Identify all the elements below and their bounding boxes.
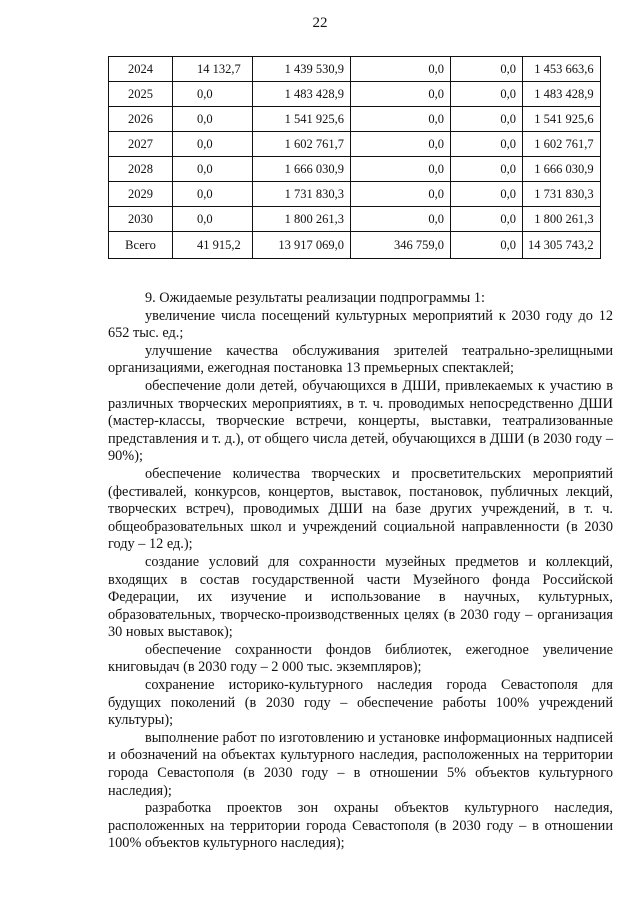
value-cell: 1 731 830,3	[523, 182, 601, 207]
value-cell: 0,0	[451, 107, 523, 132]
result-item: обеспечение доли детей, обучающихся в ДШИ, привлекаемых к участию в различных творческих мероприятиях, в т. ч. проводимых непосредственно ДШИ (мастер-классы, творческие встречи, концерты, выставки, театрализованные представления и т. д.), от общего числа детей, обучающихся в ДШИ (в 2030 году – 90%);	[108, 377, 613, 465]
table-row	[109, 157, 601, 182]
value-cell: 1 439 530,9	[253, 57, 351, 82]
year-cell: 2026	[109, 107, 173, 132]
value-cell: 1 800 261,3	[523, 207, 601, 232]
value-cell: 1 483 428,9	[253, 82, 351, 107]
value-cell: 0,0	[173, 207, 253, 232]
value-cell: 1 602 761,7	[523, 132, 601, 157]
year-cell: Всего	[109, 232, 173, 259]
value-cell: 0,0	[451, 82, 523, 107]
value-cell: 0,0	[173, 157, 253, 182]
value-cell: 346 759,0	[351, 232, 451, 259]
page-number: 22	[312, 15, 328, 31]
value-cell: 1 453 663,6	[523, 57, 601, 82]
value-cell: 0,0	[451, 157, 523, 182]
value-cell: 0,0	[351, 57, 451, 82]
year-cell: 2027	[109, 132, 173, 157]
section-heading: 9. Ожидаемые результаты реализации подпрограммы 1:	[145, 290, 485, 306]
value-cell: 1 800 261,3	[253, 207, 351, 232]
value-cell: 0,0	[173, 82, 253, 107]
value-cell: 0,0	[451, 182, 523, 207]
value-cell: 0,0	[351, 107, 451, 132]
results-list	[108, 308, 613, 853]
year-cell: 2029	[109, 182, 173, 207]
budget-table	[108, 56, 601, 259]
result-item: обеспечение количества творческих и просветительских мероприятий (фестивалей, конкурсов, концертов, выставок, постановок, публичных лекций, творческих встреч), проводимых ДШИ на базе других учреждений, в т. ч. общеобразовательных школ и учреждений социальной направленности (в 2030 году – 12 ед.);	[108, 465, 613, 553]
value-cell: 0,0	[351, 207, 451, 232]
result-item: создание условий для сохранности музейных предметов и коллекций, входящих в состав государственной части Музейного фонда Российской Федерации, их изучение и использование в научных, культурных, образовательных, творческо-производственных целях (в 2030 году – организация 30 новых выставок);	[108, 553, 613, 641]
table-body	[109, 57, 601, 259]
value-cell: 0,0	[451, 132, 523, 157]
value-cell: 1 483 428,9	[523, 82, 601, 107]
year-cell: 2025	[109, 82, 173, 107]
year-cell: 2028	[109, 157, 173, 182]
value-cell: 0,0	[451, 232, 523, 259]
result-item: улучшение качества обслуживания зрителей театрально-зрелищными организациями, ежегодная постановка 13 премьерных спектаклей;	[108, 342, 613, 377]
table-row	[109, 57, 601, 82]
value-cell: 1 541 925,6	[523, 107, 601, 132]
value-cell: 1 602 761,7	[253, 132, 351, 157]
value-cell: 14 132,7	[173, 57, 253, 82]
value-cell: 0,0	[351, 182, 451, 207]
value-cell: 0,0	[451, 207, 523, 232]
table-row	[109, 107, 601, 132]
table-row	[109, 82, 601, 107]
value-cell: 0,0	[451, 57, 523, 82]
result-item: сохранение историко-культурного наследия города Севастополя для будущих поколений (в 2030 году – обеспечение работы 100% учреждений культуры);	[108, 677, 613, 729]
result-item: разработка проектов зон охраны объектов культурного наследия, расположенных на территории города Севастополя (в 2030 году – в отношении 100% объектов культурного наследия);	[108, 800, 613, 852]
table-row	[109, 207, 601, 232]
value-cell: 0,0	[351, 82, 451, 107]
value-cell: 0,0	[173, 132, 253, 157]
value-cell: 41 915,2	[173, 232, 253, 259]
table-row	[109, 182, 601, 207]
result-item: обеспечение сохранности фондов библиотек, ежегодное увеличение книговыдач (в 2030 году – 2 000 тыс. экземпляров);	[108, 641, 613, 676]
year-cell: 2030	[109, 207, 173, 232]
expected-results-section	[108, 290, 613, 853]
value-cell: 14 305 743,2	[523, 232, 601, 259]
year-cell: 2024	[109, 57, 173, 82]
value-cell: 1 731 830,3	[253, 182, 351, 207]
table-total-row	[109, 232, 601, 259]
value-cell: 1 666 030,9	[253, 157, 351, 182]
value-cell: 0,0	[351, 157, 451, 182]
result-item: увеличение числа посещений культурных мероприятий к 2030 году до 12 652 тыс. ед.;	[108, 307, 613, 342]
value-cell: 1 666 030,9	[523, 157, 601, 182]
result-item: выполнение работ по изготовлению и установке информационных надписей и обозначений на объектах культурного наследия, расположенных на территории города Севастополя (в 2030 году – в отношении 5% объектов культурного наследия);	[108, 729, 613, 799]
value-cell: 0,0	[173, 182, 253, 207]
value-cell: 0,0	[173, 107, 253, 132]
value-cell: 1 541 925,6	[253, 107, 351, 132]
table-row	[109, 132, 601, 157]
value-cell: 0,0	[351, 132, 451, 157]
value-cell: 13 917 069,0	[253, 232, 351, 259]
